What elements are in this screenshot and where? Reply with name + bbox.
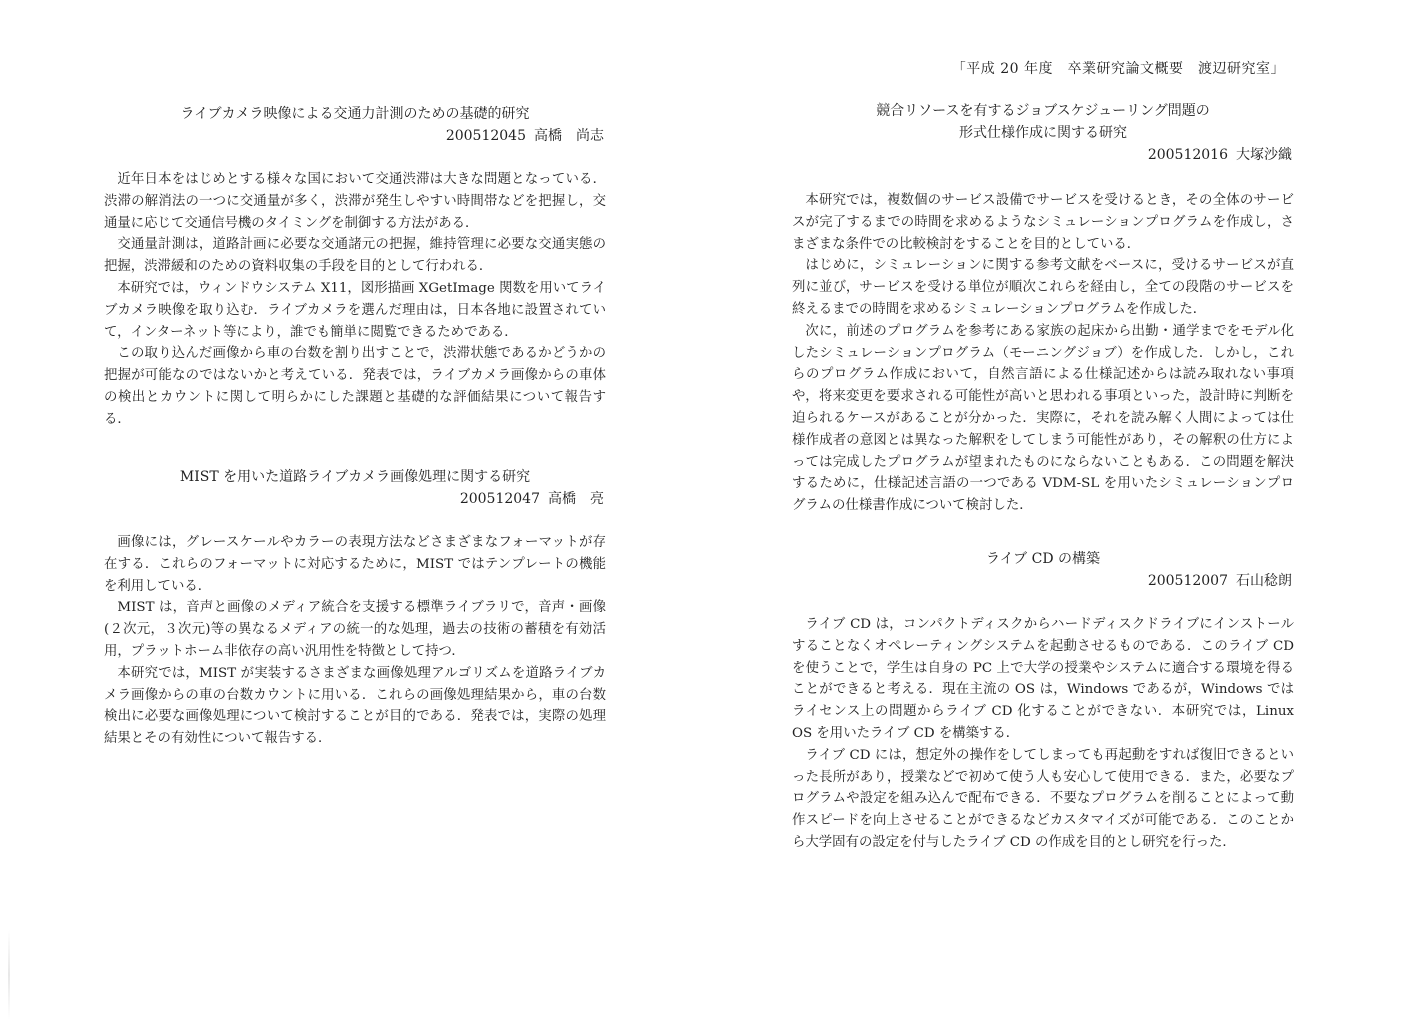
- article-body: [792, 614, 1294, 854]
- article-traffic-measurement: [104, 103, 606, 431]
- author-name: 高橋 亮: [548, 491, 604, 507]
- paragraph: 本研究では，ウィンドウシステム X11，図形描画 XGetImage 関数を用いてライブカメラ映像を取り込む．ライブカメラを選んだ理由は，日本各地に設置されていて，インターネット等により，誰でも簡単に閲覧できるためである．: [104, 280, 606, 340]
- paragraph: この取り込んだ画像から車の台数を割り出すことで，渋滞状態であるかどうかの把握が可能なのではないかと考えている．発表では，ライブカメラ画像からの車体の検出とカウントに関して明らかにした課題と基礎的な評価結果について報告する．: [104, 346, 606, 427]
- left-page: [0, 0, 701, 1020]
- student-id: 200512045: [445, 128, 526, 144]
- paragraph: 交通量計測は，道路計画に必要な交通諸元の把握，維持管理に必要な交通実態の把握，渋滞緩和のための資料収集の手段を目的として行われる．: [104, 237, 606, 275]
- author-name: 高橋 尚志: [534, 128, 604, 144]
- article-author: [792, 570, 1294, 592]
- article-author: [792, 144, 1294, 166]
- article-title-line: 形式仕様作成に関する研究: [959, 125, 1127, 141]
- running-header: 「平成 20 年度 卒業研究論文概要 渡辺研究室」: [951, 61, 1285, 77]
- paragraph: 画像には，グレースケールやカラーの表現方法などさまざまなフォーマットが存在する．これらのフォーマットに対応するために，MIST ではテンプレートの機能を利用している．: [104, 535, 606, 594]
- article-live-cd: [792, 548, 1294, 854]
- article-author: [104, 488, 606, 510]
- student-id: 200512007: [1147, 573, 1228, 589]
- paragraph: 次に，前述のプログラムを参考にある家族の起床から出勤・通学までをモデル化したシミュレーションプログラム（モーニングジョブ）を作成した．しかし，これらのプログラム作成において，自然言語による仕様記述からは読み取れない事項や，将来変更を要求される可能性が高いと思われる事項といった，設計時に判断を迫られるケースがあることが分かった．実際に，それを読み解く人間によっては仕様作成者の意図とは異なった解釈をしてしまう可能性があり，その解釈の仕方によっては完成したプログラムが望まれたものにならないこともある．この問題を解決するために，仕様記述言語の一つである VDM-SL を用いたシミュレーションプログラムの仕様書作成について検討した．: [792, 323, 1294, 514]
- paragraph: 近年日本をはじめとする様々な国において交通渋滞は大きな問題となっている．渋滞の解消法の一つに交通量が多く，渋滞が発生しやすい時間帯などを把握し，交通量に応じて交通信号機のタイミングを制御する方法がある．: [104, 172, 606, 231]
- article-title: [104, 103, 606, 125]
- article-title-line: ライブカメラ映像による交通力計測のための基礎的研究: [180, 106, 530, 122]
- paragraph: 本研究では，複数個のサービス設備でサービスを受けるとき，その全体のサービスが完了するまでの時間を求めるようなシミュレーションプログラムを作成し，さまざまな条件での比較検討をすることを目的としている．: [792, 193, 1294, 252]
- author-name: 大塚沙織: [1236, 147, 1292, 163]
- article-job-scheduling: [792, 100, 1294, 517]
- article-title: [792, 100, 1294, 144]
- paragraph: MIST は，音声と画像のメディア統合を支援する標準ライブラリで，音声・画像(２次元，３次元)等の異なるメディアの統一的な処理，過去の技術の蓄積を有効活用，プラットホーム非依存の高い汎用性を特徴として持つ．: [104, 600, 606, 659]
- article-mist-image-processing: [104, 466, 606, 750]
- article-title-line: MIST を用いた道路ライブカメラ画像処理に関する研究: [179, 469, 531, 485]
- article-author: [104, 125, 606, 147]
- article-title-line: 競合リソースを有するジョブスケジューリング問題の: [876, 103, 1210, 119]
- paragraph: ライブ CD は，コンパクトディスクからハードディスクドライブにインストールすることなくオペレーティングシステムを起動させるものである．このライブ CD を使うことで，学生は自身の PC 上で大学の授業やシステムに適合する環境を得ることができると考える．現在主流の OS は，Windows であるが，Windows ではライセンス上の問題からライブ CD 化することができない．本研究では，Linux OS を用いたライブ CD を構築する．: [792, 617, 1294, 741]
- article-title: [792, 548, 1294, 570]
- paragraph: ライブ CD には，想定外の操作をしてしまっても再起動をすれば復旧できるといった長所があり，授業などで初めて使う人も安心して使用できる．また，必要なプログラムや設定を組み込んで配布できる．不要なプログラムを削ることによって動作スピードを向上させることができるなどカスタマイズが可能である．このことから大学固有の設定を付与したライブ CD の作成を目的とし研究を行った．: [792, 747, 1294, 850]
- article-body: [792, 190, 1294, 517]
- student-id: 200512047: [459, 491, 540, 507]
- article-title: [104, 466, 606, 488]
- paragraph: 本研究では，MIST が実装するさまざまな画像処理アルゴリズムを道路ライブカメラ画像からの車の台数カウントに用いる．これらの画像処理結果から，車の台数検出に必要な画像処理について検討することが目的である．発表では，実際の処理結果とその有効性について報告する．: [104, 665, 606, 747]
- article-body: [104, 169, 606, 431]
- student-id: 200512016: [1147, 147, 1228, 163]
- paragraph: はじめに，シミュレーションに関する参考文献をベースに，受けるサービスが直列に並び，サービスを受ける単位が順次これらを経由し，全ての段階のサービスを終えるまでの時間を求めるシミュレーションプログラムを作成した．: [792, 258, 1294, 317]
- author-name: 石山稔朗: [1236, 573, 1292, 589]
- right-page: [701, 0, 1403, 1020]
- article-body: [104, 532, 606, 750]
- article-title-line: ライブ CD の構築: [986, 551, 1100, 567]
